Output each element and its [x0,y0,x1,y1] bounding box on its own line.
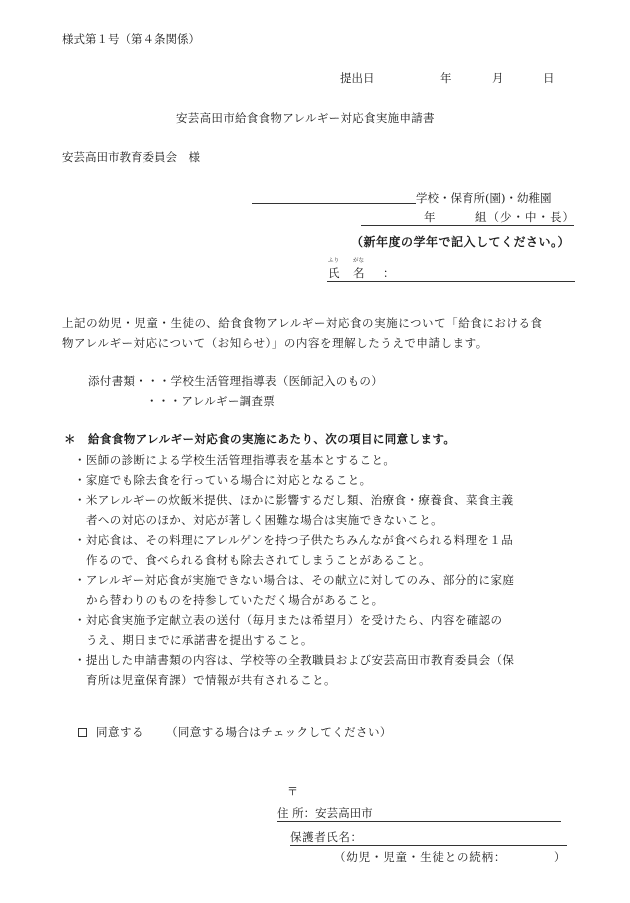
address-underline [277,821,561,822]
application-statement-line-1: 上記の幼児・児童・生徒の、給食食物アレルギー対応食の実施について「給食における食 [62,316,543,330]
submission-day-field[interactable] [507,73,542,85]
agreement-item-7-cont: 育所は児童保育課）で情報が共有されること。 [86,673,336,687]
postal-mark: 〒 [287,785,298,798]
submission-year-field[interactable] [393,73,443,85]
postal-code-field[interactable] [300,784,420,798]
class-label: 組（少・中・長） [475,210,575,224]
addressee: 安芸高田市教育委員会 様 [62,150,200,164]
agreement-heading: 給食食物アレルギー対応食の実施にあたり、次の項目に同意します。 [88,432,456,446]
agreement-item-6-cont: うえ、期日までに承諾書を提出すること。 [86,633,313,647]
agreement-item-3-cont: 者への対応のほか、対応が著しく困難な場合は実施できないこと。 [86,513,443,527]
relationship-label: （幼児・児童・生徒との続柄： [334,850,507,864]
student-name-underline [327,281,575,282]
grade-class-underline [361,225,574,226]
submission-month-label: 月 [492,71,504,85]
agreement-item-4-cont: 作るので、食べられる食材も除去されてしまうことがあること。 [86,553,431,567]
submission-day-label: 日 [543,71,555,85]
agreement-item-3: ・米アレルギーの炊飯米提供、ほかに影響するだし類、治療食・療養食、菜食主義 [74,493,514,507]
agreement-item-2: ・家庭でも除去食を行っている場合に対応となること。 [74,473,372,487]
name-label-1: 氏 [328,266,340,280]
name-colon: ： [383,266,395,280]
agree-checkbox-label[interactable]: 同意する [96,725,144,739]
agreement-item-5: ・アレルギー対応食が実施できない場合は、その献立に対してのみ、部分的に家庭 [74,573,515,587]
address-label: 住 所：安芸高田市 [277,806,373,820]
school-name-underline [252,203,416,204]
application-statement-line-2: 物アレルギー対応について（お知らせ）」の内容を理解したうえで申請します。 [62,336,488,350]
asterisk-marker: ＊ [64,432,76,446]
new-grade-note: （新年度の学年で記入してください。） [351,235,571,249]
submission-year-label: 年 [440,71,452,85]
agreement-item-5-cont: から替わりのものを持参していただく場合があること。 [86,593,384,607]
attachments-item-2: ・・・アレルギー調査票 [146,394,276,408]
document-title: 安芸高田市給食食物アレルギー対応食実施申請書 [176,111,435,125]
name-label-2: 名 [353,266,365,280]
relationship-close: ） [554,850,566,864]
agreement-item-7: ・提出した申請書類の内容は、学校等の全教職員および安芸高田市教育委員会（保 [74,653,515,667]
guardian-name-label: 保護者氏名： [290,830,363,844]
agreement-item-4: ・対応食は、その料理にアレルゲンを持つ子供たちみんなが食べられる料理を１品 [74,533,514,547]
submission-month-field[interactable] [455,73,490,85]
relationship-field[interactable] [500,850,550,864]
agreement-item-6: ・対応食実施予定献立表の送付（毎月または希望月）を受けたら、内容を確認の [74,613,503,627]
attachments-label: 添付書類・・・学校生活管理指導表（医師記入のもの） [88,374,383,388]
guardian-name-underline [290,845,567,846]
furigana-label-1: ふり [328,258,340,264]
form-number: 様式第１号（第４条関係） [62,32,200,46]
grade-label: 年 [424,210,436,224]
submission-date-label: 提出日 [340,71,375,85]
agree-checkbox-note: （同意する場合はチェックしてください） [166,725,392,739]
agree-checkbox[interactable] [78,728,87,737]
school-type-label: 学校・保育所(園)・幼稚園 [416,191,552,205]
furigana-label-2: がな [353,258,365,264]
agreement-item-1: ・医師の診断による学校生活管理指導表を基本とすること。 [74,453,396,467]
